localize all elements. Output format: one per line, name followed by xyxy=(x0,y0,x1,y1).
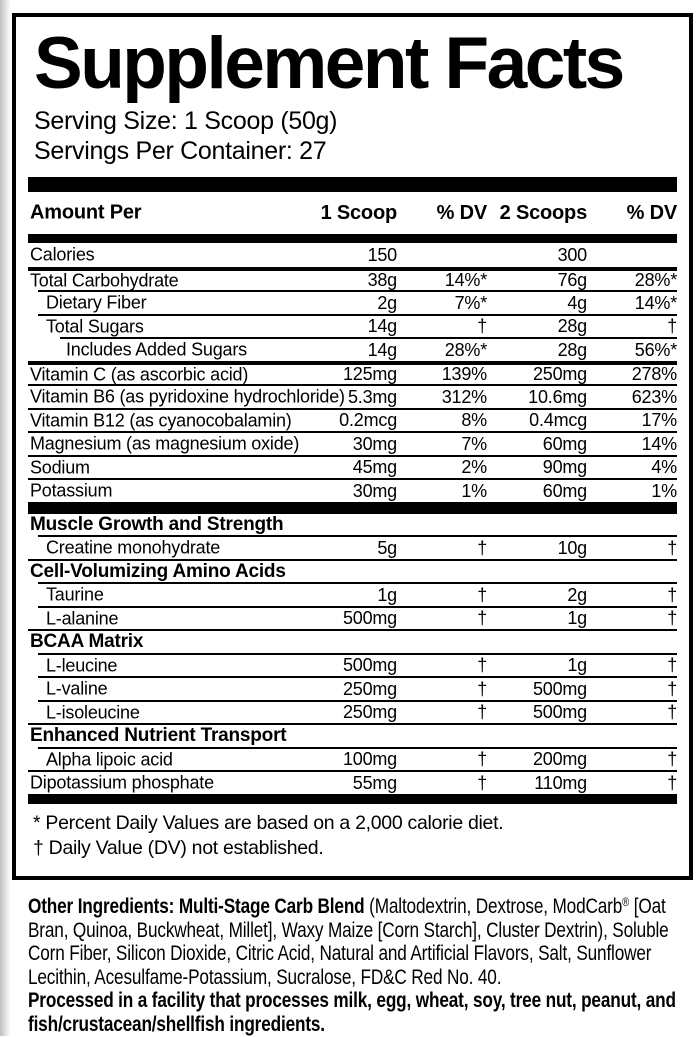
row-value: 1g xyxy=(377,584,397,605)
header-amount-per: Amount Per xyxy=(30,201,142,224)
row-value: † xyxy=(667,608,677,629)
row-value: 1% xyxy=(461,480,487,501)
supplement-facts-title: Supplement Facts xyxy=(34,23,623,104)
row-value: 300 xyxy=(557,244,587,265)
row-label: L-alanine xyxy=(46,608,119,629)
row-value: 38g xyxy=(367,270,397,291)
table-row xyxy=(38,290,677,314)
row-value: 60mg xyxy=(542,433,587,454)
row-value: 8% xyxy=(461,410,487,431)
row-value: 312% xyxy=(441,386,487,407)
row-value: 7%* xyxy=(454,292,487,313)
table-row xyxy=(28,408,677,432)
row-value: 5.3mg xyxy=(347,386,397,407)
row-value: 17% xyxy=(641,410,677,431)
row-label: Enhanced Nutrient Transport xyxy=(30,725,287,747)
table-row xyxy=(38,700,677,724)
row-value: 30mg xyxy=(352,433,397,454)
row-label: Creatine monohydrate xyxy=(46,537,221,558)
table-row xyxy=(28,267,677,291)
table-row xyxy=(28,243,677,267)
row-value: † xyxy=(477,584,487,605)
thick-divider-bar xyxy=(28,794,677,804)
row-value: † xyxy=(477,702,487,723)
row-label: Sodium xyxy=(30,457,90,478)
row-label: Dipotassium phosphate xyxy=(30,772,214,793)
footnote-percent-dv: * Percent Daily Values are based on a 2,000 calorie diet. xyxy=(33,811,504,834)
row-label: Total Carbohydrate xyxy=(30,270,179,291)
header-1-scoop: 1 Scoop xyxy=(320,201,397,224)
table-header-row xyxy=(28,192,677,234)
table-row xyxy=(38,747,677,771)
row-value: † xyxy=(667,749,677,770)
row-value: 250mg xyxy=(532,364,587,385)
header-2-scoops: 2 Scoops xyxy=(499,201,587,224)
row-value: 45mg xyxy=(352,457,397,478)
row-value: 14% xyxy=(641,433,677,454)
table-row xyxy=(28,770,677,794)
row-value: † xyxy=(667,678,677,699)
row-value: 56%* xyxy=(634,339,677,360)
row-value: † xyxy=(667,655,677,676)
row-label: Calories xyxy=(30,244,95,265)
row-value: 110mg xyxy=(534,772,587,793)
row-value: 14g xyxy=(367,316,397,337)
table-row xyxy=(38,314,677,338)
row-label: Muscle Growth and Strength xyxy=(30,513,284,535)
row-value: 200mg xyxy=(532,749,587,770)
row-value: 4g xyxy=(567,292,587,313)
footnote-daily-value: † Daily Value (DV) not established. xyxy=(33,837,324,860)
table-rows xyxy=(28,243,677,804)
header-percent-dv-1: % DV xyxy=(436,201,487,224)
ingredient-text: Other Ingredients: Multi-Stage Carb Blend xyxy=(28,894,370,918)
row-value: 500mg xyxy=(342,655,397,676)
table-row xyxy=(38,535,677,559)
row-value: † xyxy=(667,316,677,337)
row-value: 30mg xyxy=(352,480,397,501)
supplement-facts-box xyxy=(12,13,693,880)
row-value: 14%* xyxy=(634,292,677,313)
row-value: † xyxy=(477,316,487,337)
row-value: 2g xyxy=(377,292,397,313)
row-value: † xyxy=(667,702,677,723)
row-label: Vitamin B12 (as cyanocobalamin) xyxy=(30,410,292,431)
ingredient-text: [Oat Bran, Quinoa, Buckwheat, Millet], Waxy Maize [Corn Starch], Cluster Dextrin), Soluble Corn Fiber, Silicon Dioxide, Citric Acid, Natural and Artificial Flavors, Salt, Sunflower Lecithin, Acesulfame-Potassium, Sucralose, FD&C Red No. 40. xyxy=(28,894,669,989)
row-value: 28%* xyxy=(634,270,677,291)
thick-divider-bar-header xyxy=(28,234,677,243)
row-value: 10.6mg xyxy=(528,386,587,407)
row-value: 250mg xyxy=(342,702,397,723)
row-value: 2g xyxy=(567,584,587,605)
section-header-row xyxy=(28,512,677,536)
row-value: 2% xyxy=(461,457,487,478)
ingredient-text: (Maltodextrin, Dextrose, ModCarb xyxy=(369,894,623,918)
table-row xyxy=(38,606,677,630)
row-value: 100mg xyxy=(342,749,397,770)
row-value: 125mg xyxy=(342,364,397,385)
section-header-row xyxy=(28,559,677,583)
row-value: 90mg xyxy=(542,457,587,478)
table-row xyxy=(28,361,677,385)
row-label: L-isoleucine xyxy=(46,702,140,723)
scan-edge-artifact xyxy=(0,0,11,1036)
row-label: BCAA Matrix xyxy=(30,631,144,653)
row-value: † xyxy=(477,537,487,558)
other-ingredients xyxy=(28,891,692,989)
table-row xyxy=(38,676,677,700)
row-label: Taurine xyxy=(46,584,104,605)
section-header-row xyxy=(28,629,677,653)
row-value: 1% xyxy=(651,480,677,501)
row-value: 150 xyxy=(367,244,397,265)
serving-info xyxy=(28,106,677,166)
row-value: † xyxy=(667,584,677,605)
row-value: 0.2mcg xyxy=(339,410,397,431)
row-value: 76g xyxy=(557,270,587,291)
row-label: L-leucine xyxy=(46,655,118,676)
row-value: 500mg xyxy=(342,608,397,629)
row-value: 0.4mcg xyxy=(529,410,587,431)
table-row xyxy=(38,653,677,677)
row-label: Alpha lipoic acid xyxy=(46,749,173,770)
row-value: 28%* xyxy=(444,339,487,360)
row-value: 7% xyxy=(461,433,487,454)
row-value: 14%* xyxy=(444,270,487,291)
row-value: † xyxy=(477,655,487,676)
row-value: 5g xyxy=(377,537,397,558)
row-value: † xyxy=(667,537,677,558)
row-value: 500mg xyxy=(532,678,587,699)
row-value: 1g xyxy=(567,608,587,629)
footnotes xyxy=(28,804,677,862)
row-label: Cell-Volumizing Amino Acids xyxy=(30,560,286,582)
table-row xyxy=(28,384,677,408)
row-label: Total Sugars xyxy=(46,316,144,337)
row-label: Magnesium (as magnesium oxide) xyxy=(30,433,300,454)
row-value: 14g xyxy=(367,339,397,360)
table-row xyxy=(28,455,677,479)
row-value: 60mg xyxy=(542,480,587,501)
row-label: Includes Added Sugars xyxy=(66,339,247,360)
table-row xyxy=(28,431,677,455)
row-value: 4% xyxy=(651,457,677,478)
thick-divider-bar-top xyxy=(28,177,677,192)
servings-per-container: Servings Per Container: 27 xyxy=(34,137,327,166)
section-header-row xyxy=(28,723,677,747)
row-label: Dietary Fiber xyxy=(46,292,147,313)
row-value: † xyxy=(477,749,487,770)
table-row xyxy=(28,478,677,502)
row-value: 28g xyxy=(557,339,587,360)
serving-size: Serving Size: 1 Scoop (50g) xyxy=(34,107,338,136)
row-label: L-valine xyxy=(46,678,108,699)
allergen-statement: Processed in a facility that processes milk, egg, wheat, soy, tree nut, peanut, and fish/crustacean/shellfish ingredients. xyxy=(28,988,676,1036)
row-value: † xyxy=(667,772,677,793)
other-ingredients-block xyxy=(28,891,692,1037)
row-value: † xyxy=(477,678,487,699)
row-value: 500mg xyxy=(532,702,587,723)
thick-divider-bar xyxy=(28,502,677,512)
row-value: † xyxy=(477,772,487,793)
row-value: 623% xyxy=(631,386,677,407)
row-value: 10g xyxy=(557,537,587,558)
table-row xyxy=(38,582,677,606)
row-value: 250mg xyxy=(342,678,397,699)
row-value: 55mg xyxy=(352,772,397,793)
row-value: 278% xyxy=(631,364,677,385)
registered-trademark-symbol: ® xyxy=(622,895,630,909)
row-value: 28g xyxy=(557,316,587,337)
row-value: † xyxy=(477,608,487,629)
table-row xyxy=(60,337,677,361)
row-value: 1g xyxy=(567,655,587,676)
row-label: Potassium xyxy=(30,480,113,501)
row-label: Vitamin C (as ascorbic acid) xyxy=(30,364,249,385)
row-value: 139% xyxy=(441,364,487,385)
header-percent-dv-2: % DV xyxy=(626,201,677,224)
row-label: Vitamin B6 (as pyridoxine hydrochloride) xyxy=(30,386,345,407)
